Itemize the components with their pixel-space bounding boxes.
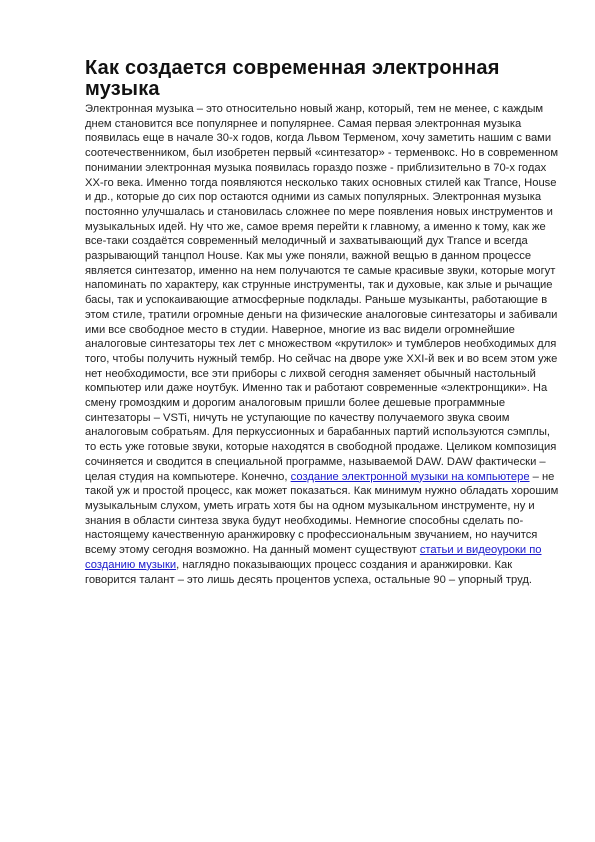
article-text-part-3: , наглядно показывающих процесс создания и аранжировки. Как говорится талант – это лишь десять процентов успеха, остальные 90 – упорный труд.	[85, 558, 533, 586]
article-text-part-2: – не такой уж и простой процесс, как может показаться. Как минимум нужно обладать хорошим музыкальным слухом, уметь играть хотя бы на одном музыкальном инструменте, ну и знания в области синтеза звука будут необходимы. Немногие способны сделать по-настоящему качественную аранжировку с профессиональным звучанием, но научится всему этому сегодня возможно. На данный момент существуют	[85, 470, 559, 557]
article-text-part-1: Электронная музыка – это относительно новый жанр, который, тем не менее, с каждым днем становится все популярнее и популярнее. Самая первая электронная музыка появилась еще в начале 30-х годов, когда Львом Терменом, хочу заметить нашим с вами соотечественником, был изобретен первый «синтезатор» - терменвокс. Но в современном понимании электронная музыка появилась гораздо позже - приблизительно в 70-х годах XX-го века. Именно тогда появляются несколько таких основных стилей как Trance, House и др., которые до сих пор остаются одними из самых популярных. Электронная музыка постоянно улучшалась и становилась сложнее по мере появления новых инструментов и музыкальных идей. Ну что же, самое время перейти к главному, а именно к тому, как же все-таки создаётся современный мелодичный и захватывающий дух Trance и всегда разрывающий танцпол House. Как мы уже поняли, важной вещью в данном процессе является синтезатор, именно на нем получаются те самые красивые звуки, которые могут напоминать по характеру, как струнные инструменты, так и духовые, как злые и рычащие басы, так и успокаивающие атмосферные подклады. Раньше музыканты, работающие в этом стиле, тратили огромные деньги на физические аналоговые синтезаторы и забивали ими все свободное место в студии. Наверное, многие из вас видели огромнейшие аналоговые синтезаторы тех лет с множеством «крутилок» и тумблеров необходимых для того, чтобы получить нужный тембр. Но сейчас на дворе уже XXI-й век и во всем этом уже нет необходимости, все эти приборы с лихвой сегодня заменяет обычный настольный компьютер или даже ноутбук. Именно так и работают современные «электронщики». На смену громоздким и дорогим аналоговым пришли более дешевые программные синтезаторы – VSTi, ничуть не уступающие по качеству получаемого звука своим аналоговым собратьям. Для перкуссионных и барабанных партий используются сэмплы, то есть уже готовые звуки, которые находятся в свободной продаже. Целиком композиция сочиняется и сводится в специальной программе, называемой DAW. DAW фактически – целая студия на компьютере. Конечно,	[85, 103, 559, 483]
link-articles-video-lessons[interactable]: статьи и видеоуроки по созданию музыки	[85, 544, 542, 571]
article-body	[85, 102, 559, 587]
document-title: Как создается современная электронная музыка	[85, 57, 500, 100]
link-create-electronic-music[interactable]: создание электронной музыки на компьютере	[290, 470, 530, 483]
